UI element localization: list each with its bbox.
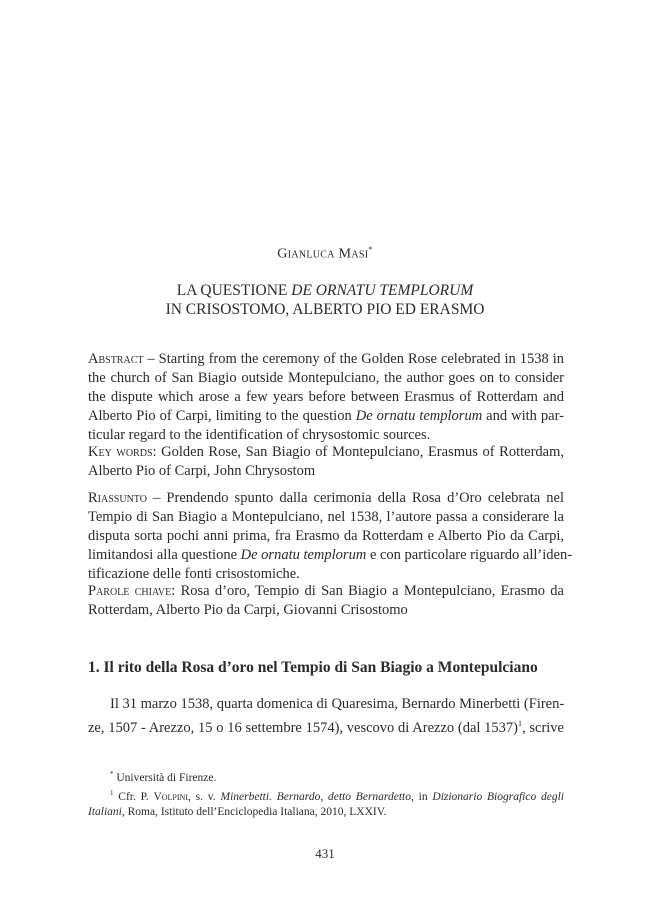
riassunto (88, 489, 573, 584)
keywords-label: Key words (88, 444, 153, 460)
abstract-line-text: and with par- (482, 408, 564, 424)
keywords-line: Alberto Pio of Carpi, John Chrysostom (88, 463, 316, 479)
article-title (0, 281, 650, 319)
footnote-entry-title: Minerbetti. Bernardo, detto Bernardetto (220, 790, 411, 803)
footnote-work-title: Dizionario Biografico degli (432, 790, 565, 803)
abstract-label: Abstract (88, 351, 144, 367)
riassunto-italic-title: De ornatu templorum (240, 547, 367, 563)
abstract-line-text: – Starting from the ceremony of the Golden Rose celebrated in 1538 in (143, 351, 564, 367)
body-line (88, 714, 564, 738)
author-name (0, 245, 650, 263)
riassunto-line (88, 546, 573, 565)
footnote-text: , in (410, 790, 433, 803)
page-number: 431 (315, 846, 335, 861)
footnote-star (88, 767, 564, 786)
footnote-text: , s. v. (187, 790, 221, 803)
riassunto-line-text: limitandosi alla questione (88, 547, 241, 563)
title-italic: DE ORNATU TEMPLORUM (291, 282, 474, 299)
title-line-1-text: LA QUESTIONE (176, 282, 292, 299)
abstract (88, 350, 564, 445)
author-name-text: Gianluca Masi (277, 246, 369, 262)
footnote-work-title: Italiani (88, 805, 122, 818)
body-line: Il 31 marzo 1538, quarta domenica di Quaresima, Bernardo Minerbetti (Firen- (110, 696, 565, 712)
riassunto-label: Riassunto (88, 490, 147, 506)
title-line-2: IN CRISOSTOMO, ALBERTO PIO ED ERASMO (165, 301, 485, 318)
keywords (88, 443, 564, 481)
abstract-line: ticular regard to the identification of chrysostomic sources. (88, 427, 431, 443)
footnote-text: , Roma, Istituto dell’Enciclopedia Italiana, 2010, LXXIV. (121, 805, 387, 818)
author-footnote-marker: * (368, 245, 373, 254)
footnotes (88, 767, 564, 820)
parole-chiave-line (88, 582, 564, 601)
body-paragraph (88, 694, 564, 738)
riassunto-line: tificazione delle fonti crisostomiche. (88, 566, 300, 582)
abstract-line-text: Alberto Pio of Carpi, limiting to the question (88, 408, 356, 424)
riassunto-line: disputa sorta pochi anni prima, fra Erasmo da Rotterdam e Alberto Pio da Carpi, (88, 528, 564, 544)
abstract-italic-title: De ornatu templorum (355, 408, 483, 424)
abstract-line: the dispute which arose a few years before between Erasmus of Rotterdam and (88, 389, 564, 405)
body-line-text: , scrive (522, 719, 564, 736)
abstract-line (88, 350, 564, 369)
keywords-line (88, 443, 564, 462)
footnote-text: Università di Firenze. (113, 771, 217, 784)
body-line-text: ze, 1507 - Arezzo, 15 o 16 settembre 1574), vescovo di Arezzo (dal 1537) (88, 719, 518, 736)
abstract-line: the church of San Biagio outside Montepulciano, the author goes on to consider (88, 370, 564, 386)
parole-chiave-text: : Rosa d’oro, Tempio di San Biagio a Montepulciano, Erasmo da (171, 583, 564, 599)
parole-chiave-line: Rotterdam, Alberto Pio da Carpi, Giovanni Crisostomo (88, 602, 408, 618)
keywords-text: : Golden Rose, San Biagio of Montepulciano, Erasmus of Rotterdam, (152, 444, 564, 460)
footnote-text: Cfr. P. (113, 790, 154, 803)
parole-chiave-label: Parole chiave (88, 583, 172, 599)
parole-chiave (88, 582, 564, 620)
riassunto-line: Tempio di San Biagio a Montepulciano, nel 1538, l’autore passa a considerare la (88, 509, 564, 525)
footnote-marker: * (110, 770, 114, 778)
footnote-author: Volpini (153, 790, 188, 803)
section-heading: 1. Il rito della Rosa d’oro nel Tempio di San Biagio a Montepulciano (88, 659, 538, 676)
footnote-1 (88, 786, 564, 805)
footnote-marker: 1 (110, 788, 114, 797)
riassunto-line-text: e con particolare riguardo all’iden- (366, 547, 573, 563)
riassunto-line-text: – Prendendo spunto dalla cerimonia della Rosa d’Oro celebrata nel (146, 490, 564, 506)
title-line-1 (0, 281, 650, 300)
abstract-line (88, 407, 564, 426)
footnote-1-continuation (88, 805, 564, 820)
footnote-ref[interactable]: 1 (518, 719, 522, 728)
riassunto-line (88, 489, 564, 508)
